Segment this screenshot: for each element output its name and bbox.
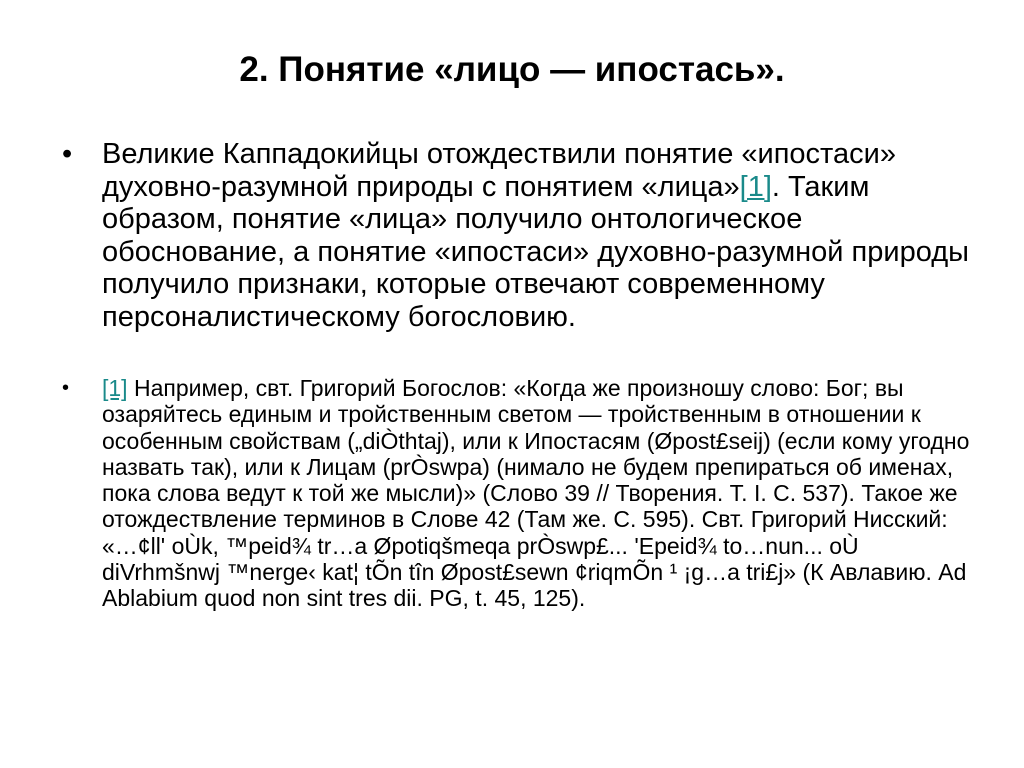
footnote-bullet (62, 375, 982, 612)
bullet-dot-icon: • (62, 377, 70, 399)
footnote-backlink[interactable]: [1] (102, 375, 128, 401)
main-text-after: . Таким образом, понятие «лица» получило онтологическое обоснование, а понятие «ипостаси» духовно-разумной природы получило признаки, которые отвечают современному персоналистическому богословию. (102, 170, 969, 333)
slide-title: 2. Понятие «лицо — ипостась». (239, 50, 785, 89)
bullet-dot-icon: • (62, 138, 73, 170)
bullet-list (62, 138, 982, 612)
footnote-text: Например, свт. Григорий Богослов: «Когда же произношу слово: Бог; вы озаряйтесь единым и тройственным светом — тройственным в отношении к особенным свойствам („diÒthtaj), или к Ипостасям (Øpost£seij) (если кому угодно назвать так), или к Лицам (prÒswpa) (нимало не будем препираться об именах, пока слова ведут к той же мысли)» (Слово 39 // Творения. Т. I. С. 537). Такое же отождествление терминов в Слове 42 (Там же. С. 595). Свт. Григорий Нисский: «…¢ll' oÙk, ™peid¾ tr…a Øpotiqšmeqa prÒswp£... 'Epeid¾ to…nun... oÙ diVrhmšnwj ™nerge‹ kat¦ tÕn tîn Øpost£sewn ¢riqmÕn ¹ ¡g…a tri£j» (К Авлавию. Ad Ablabium quod non sint tres dii. PG, t. 45, 125). (102, 375, 970, 612)
main-text-before: Великие Каппадокийцы отождествили понятие «ипостаси» духовно-разумной природы с понятием «лица» (102, 138, 896, 203)
footnote-reference-link[interactable]: [1] (739, 170, 772, 203)
main-bullet (62, 138, 982, 333)
